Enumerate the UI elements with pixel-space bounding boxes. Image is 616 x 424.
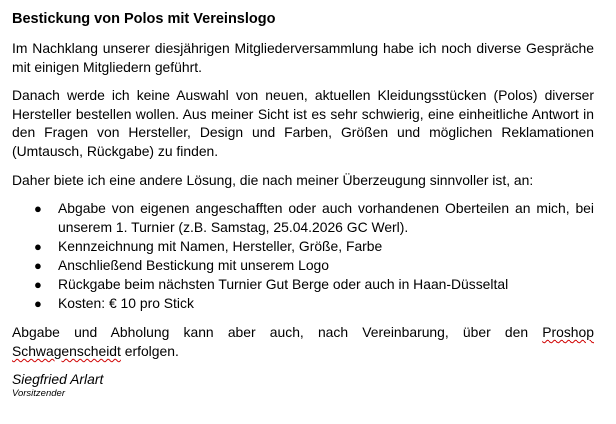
paragraph-solution: Daher biete ich eine andere Lösung, die nach meiner Überzeugung sinnvoller ist, an: — [12, 171, 534, 188]
list-item — [12, 199, 594, 237]
signature-role: Vorsitzender — [12, 388, 65, 400]
signature-name: Siegfried Arlart — [12, 371, 104, 388]
bullet-icon: ● — [34, 201, 42, 217]
bullet-icon: ● — [34, 296, 42, 312]
list-item — [12, 294, 594, 313]
list-item-text: Anschließend Bestickung mit unserem Logo — [58, 257, 330, 274]
bullet-icon: ● — [34, 277, 42, 293]
list-item — [12, 275, 594, 294]
paragraph-closing — [12, 323, 594, 360]
steps-list — [12, 199, 594, 313]
list-item-text: Rückgabe beim nächsten Turnier Gut Berge oder auch in Haan-Düsseltal — [58, 276, 509, 293]
bullet-icon: ● — [34, 258, 42, 274]
list-item — [12, 256, 594, 275]
shop-name-word: Schwagenscheidt — [12, 342, 121, 359]
closing-text-end: erfolgen. — [120, 342, 179, 359]
document-title: Bestickung von Polos mit Vereinslogo — [12, 11, 276, 27]
list-item-text: Abgabe von eigenen angeschafften oder auch vorhandenen Oberteilen an mich, bei unserem 1. Turnier (z.B. Samstag, 25.04.2026 GC Werl). — [58, 200, 594, 236]
closing-text-start: Abgabe und Abholung kann aber auch, nach Vereinbarung, über den — [12, 324, 543, 341]
list-item-text: Kennzeichnung mit Namen, Hersteller, Größe, Farbe — [58, 238, 383, 255]
list-item-text: Kosten: € 10 pro Stick — [58, 295, 194, 312]
document-page — [12, 10, 594, 400]
paragraph-intro: Im Nachklang unserer diesjährigen Mitgliederversammlung habe ich noch diverse Gespräche mit einigen Mitgliedern geführt. — [12, 40, 594, 75]
paragraph-no-order: Danach werde ich keine Auswahl von neuen, aktuellen Kleidungsstücken (Polos) diverser Hersteller bestellen wollen. Aus meiner Sicht ist es sehr schwierig, eine einheitliche Antwort in den Fragen von Hersteller, Design und Farben, Größen und möglichen Reklamationen (Umtausch, Rückgabe) zu finden. — [12, 87, 594, 159]
bullet-icon: ● — [34, 239, 42, 255]
list-item — [12, 237, 594, 256]
proshop-word: Proshop — [542, 324, 594, 341]
